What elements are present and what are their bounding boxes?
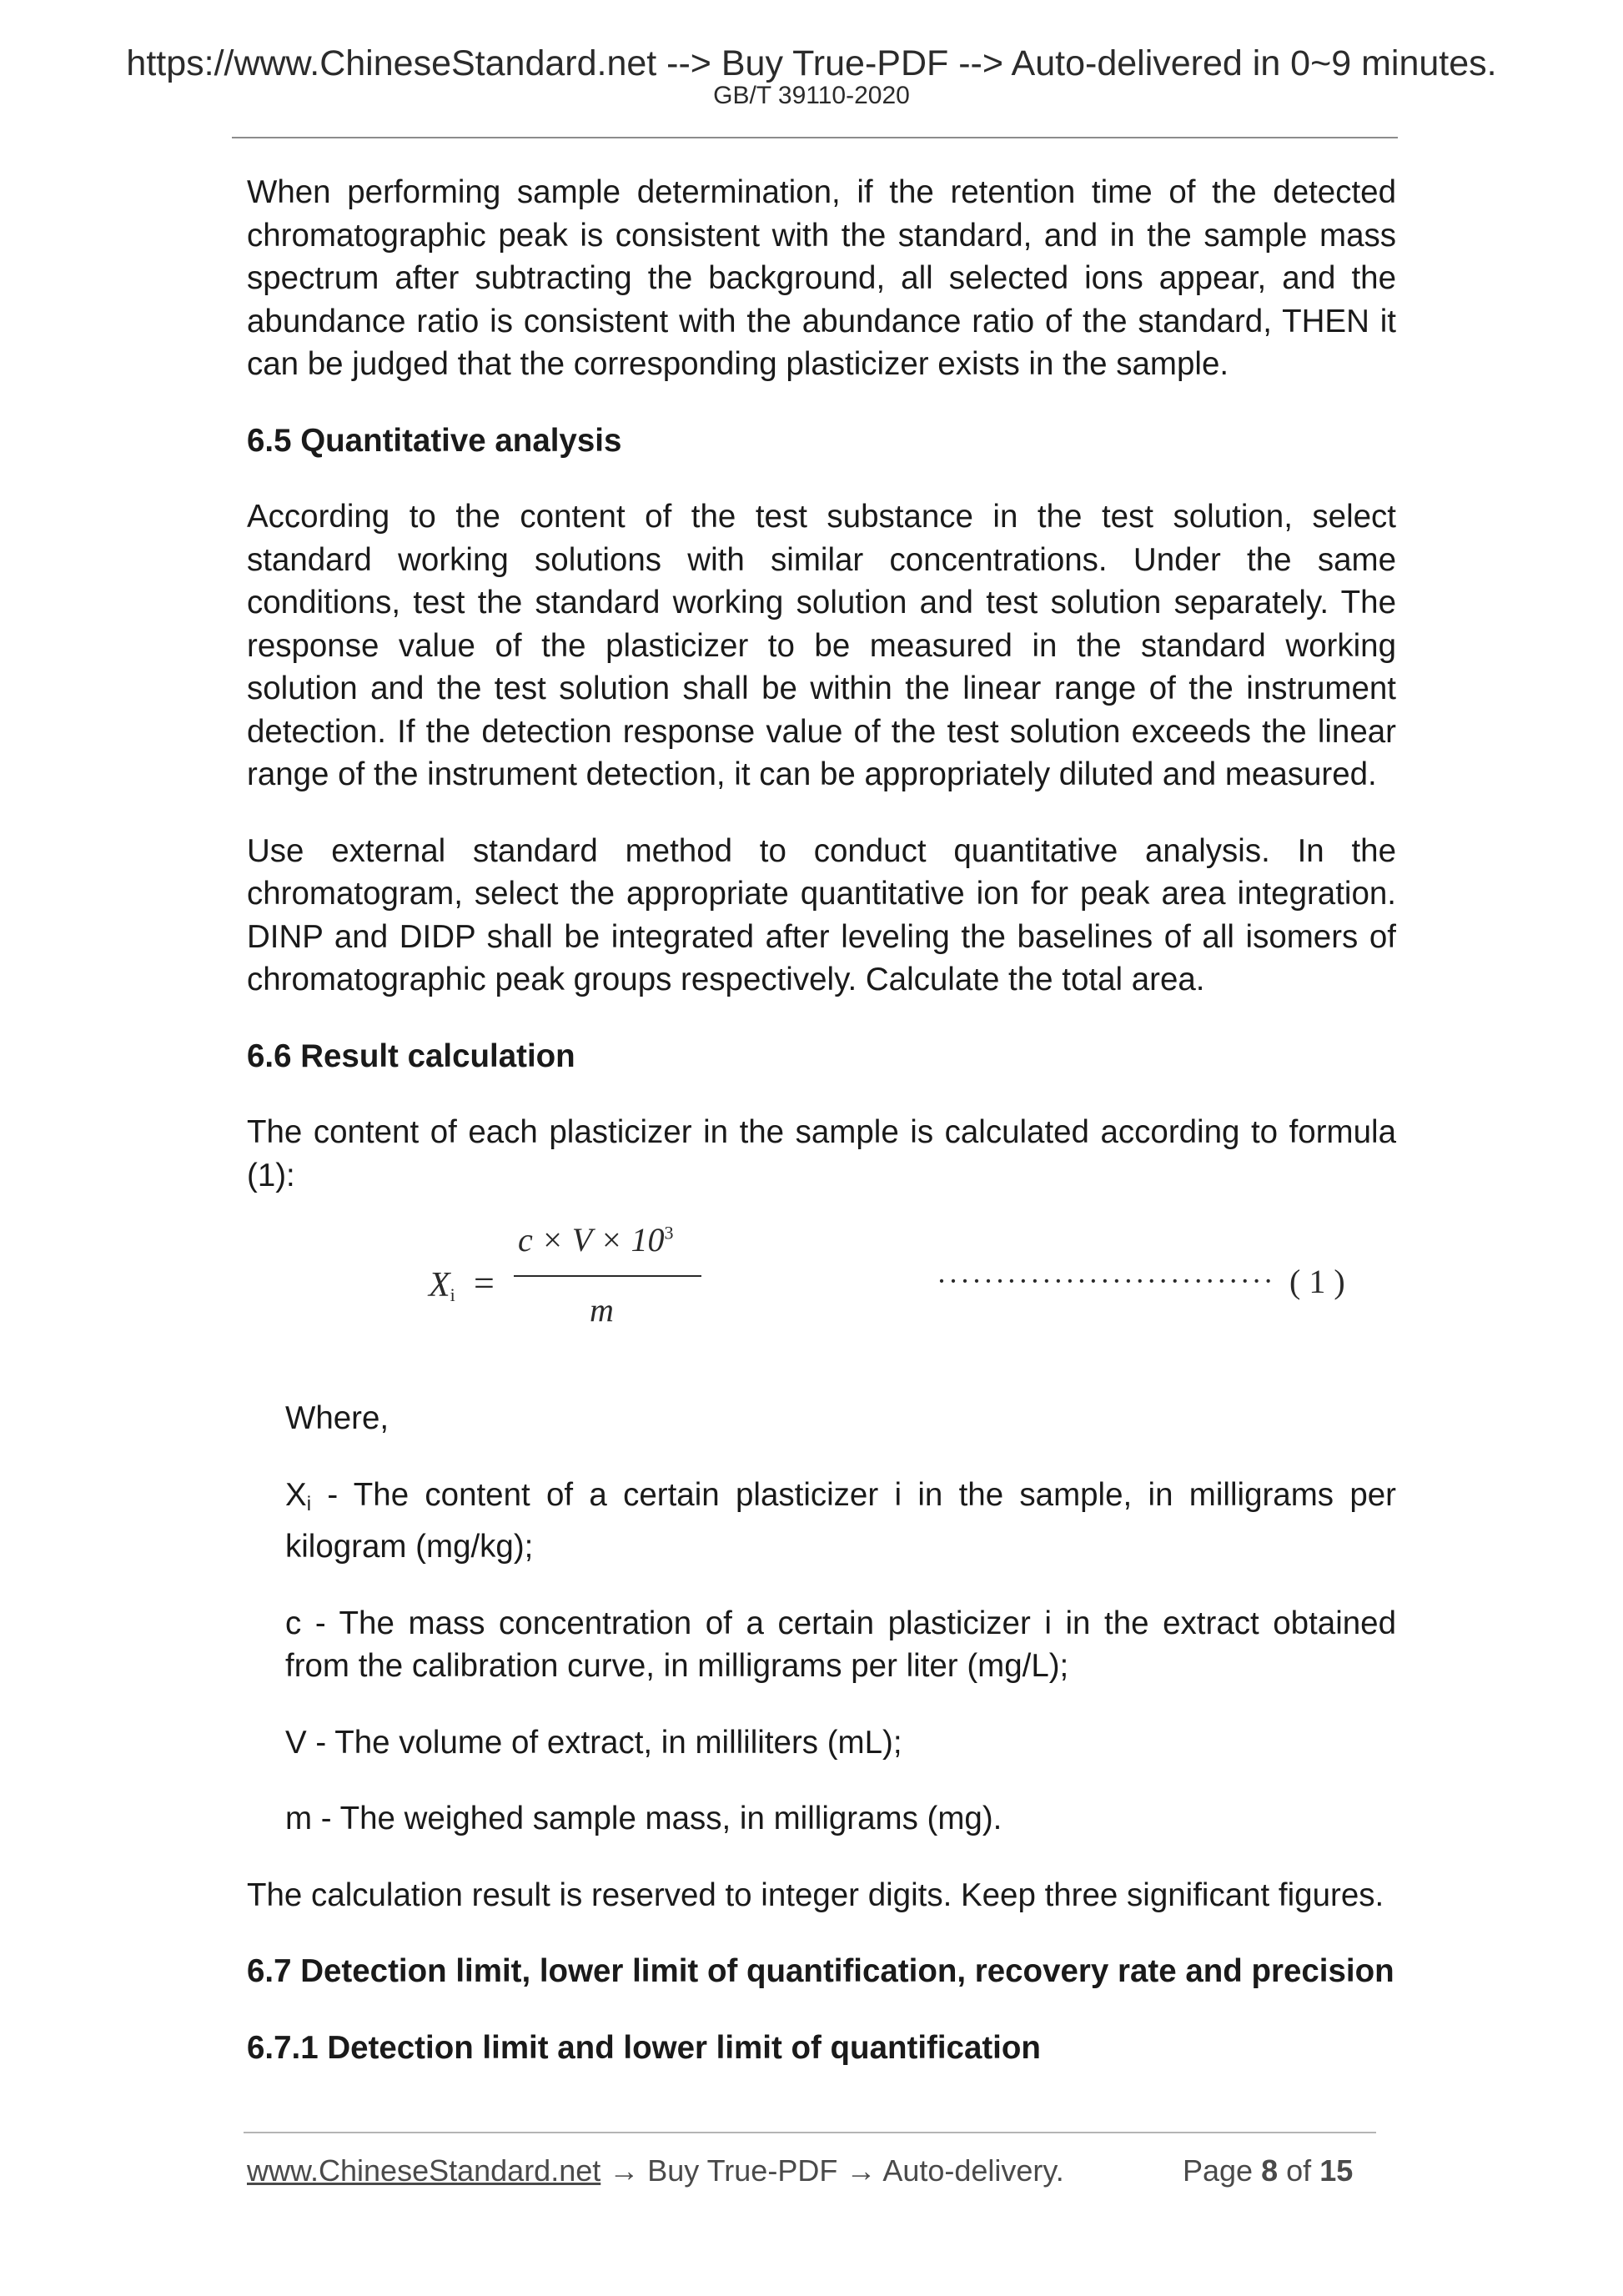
header-divider <box>232 137 1398 138</box>
section-heading-6-5: 6.5 Quantitative analysis <box>247 422 622 459</box>
total-pages: 15 <box>1319 2153 1354 2188</box>
formula-number: ( 1 ) <box>1289 1263 1345 1300</box>
paragraph-identification: When performing sample determination, if the retention time of the detected chromatographic peak is consistent with the standard, and in the sample mass spectrum after subtracting the background, all selected ions appear, and the abundance ratio is consistent with the abundance ratio of the standard, THEN it can be judged that the corresponding plasticizer exists in the sample. <box>247 174 1396 382</box>
paragraph-formula-intro: The content of each plasticizer in the sample is calculated according to formula (1): <box>247 1114 1396 1193</box>
formula-lhs: Xi <box>429 1266 455 1305</box>
definition-v: V - The volume of extract, in milliliters (mL); <box>285 1724 902 1761</box>
section-heading-6-6: 6.6 Result calculation <box>247 1037 575 1074</box>
paragraph-result-rounding: The calculation result is reserved to integer digits. Keep three significant figures. <box>247 1876 1384 1913</box>
section-heading-6-7: 6.7 Detection limit, lower limit of quantification, recovery rate and precision <box>247 1953 1394 1989</box>
footer-site-link[interactable]: www.ChineseStandard.net <box>247 2153 601 2188</box>
formula-1 <box>247 1213 1396 1372</box>
footer-divider <box>244 2132 1376 2133</box>
definition-c: c - The mass concentration of a certain plasticizer i in the extract obtained from the calibration curve, in milligrams per liter (mg/L); <box>285 1605 1396 1684</box>
formula-fraction-bar <box>514 1275 701 1277</box>
formula-numerator: $c \times V \times 10^3$ <box>518 1221 674 1259</box>
page-indicator: Page 8 of 15 <box>1183 2153 1354 2188</box>
paragraph-external-standard: Use external standard method to conduct quantitative analysis. In the chromatogram, select the appropriate quantitative ion for peak area integration. DINP and DIDP shall be integrated after leveling the baselines of all isomers of chromatographic peak groups respectively. Calculate the total area. <box>247 832 1396 997</box>
current-page-number: 8 <box>1261 2153 1279 2188</box>
paragraph-standard-solutions: According to the content of the test substance in the test solution, select standard working solutions with similar concentrations. Under the same conditions, test the standard working solution and test solution separately. The response value of the plasticizer to be measured in the standard working solution and the test solution shall be within the linear range of the instrument detection. If the detection response value of the test solution exceeds the linear range of the instrument detection, it can be appropriately diluted and measured. <box>247 499 1396 792</box>
definition-xi: $X_i$ - The content of a certain plasticizer i in the sample, in milligrams per kilogram (mg/kg); <box>285 1476 1396 1565</box>
document-body <box>247 171 1396 2103</box>
formula-equals: = <box>474 1263 495 1304</box>
footer-tagline: → Buy True-PDF → Auto-delivery. <box>600 2153 1064 2188</box>
where-label: Where, <box>285 1400 389 1436</box>
definition-m: m - The weighed sample mass, in milligrams (mg). <box>285 1801 1002 1836</box>
header-standard-number: GB/T 39110-2020 <box>713 82 910 109</box>
footer-left <box>247 2153 1064 2188</box>
header-url-line: https://www.ChineseStandard.net --> Buy True-PDF --> Auto-delivered in 0~9 minutes. <box>126 43 1497 83</box>
formula-leader-dots: ····························· <box>937 1264 1275 1298</box>
section-heading-6-7-1: 6.7.1 Detection limit and lower limit of quantification <box>247 2029 1041 2066</box>
formula-denominator: m <box>590 1291 614 1329</box>
